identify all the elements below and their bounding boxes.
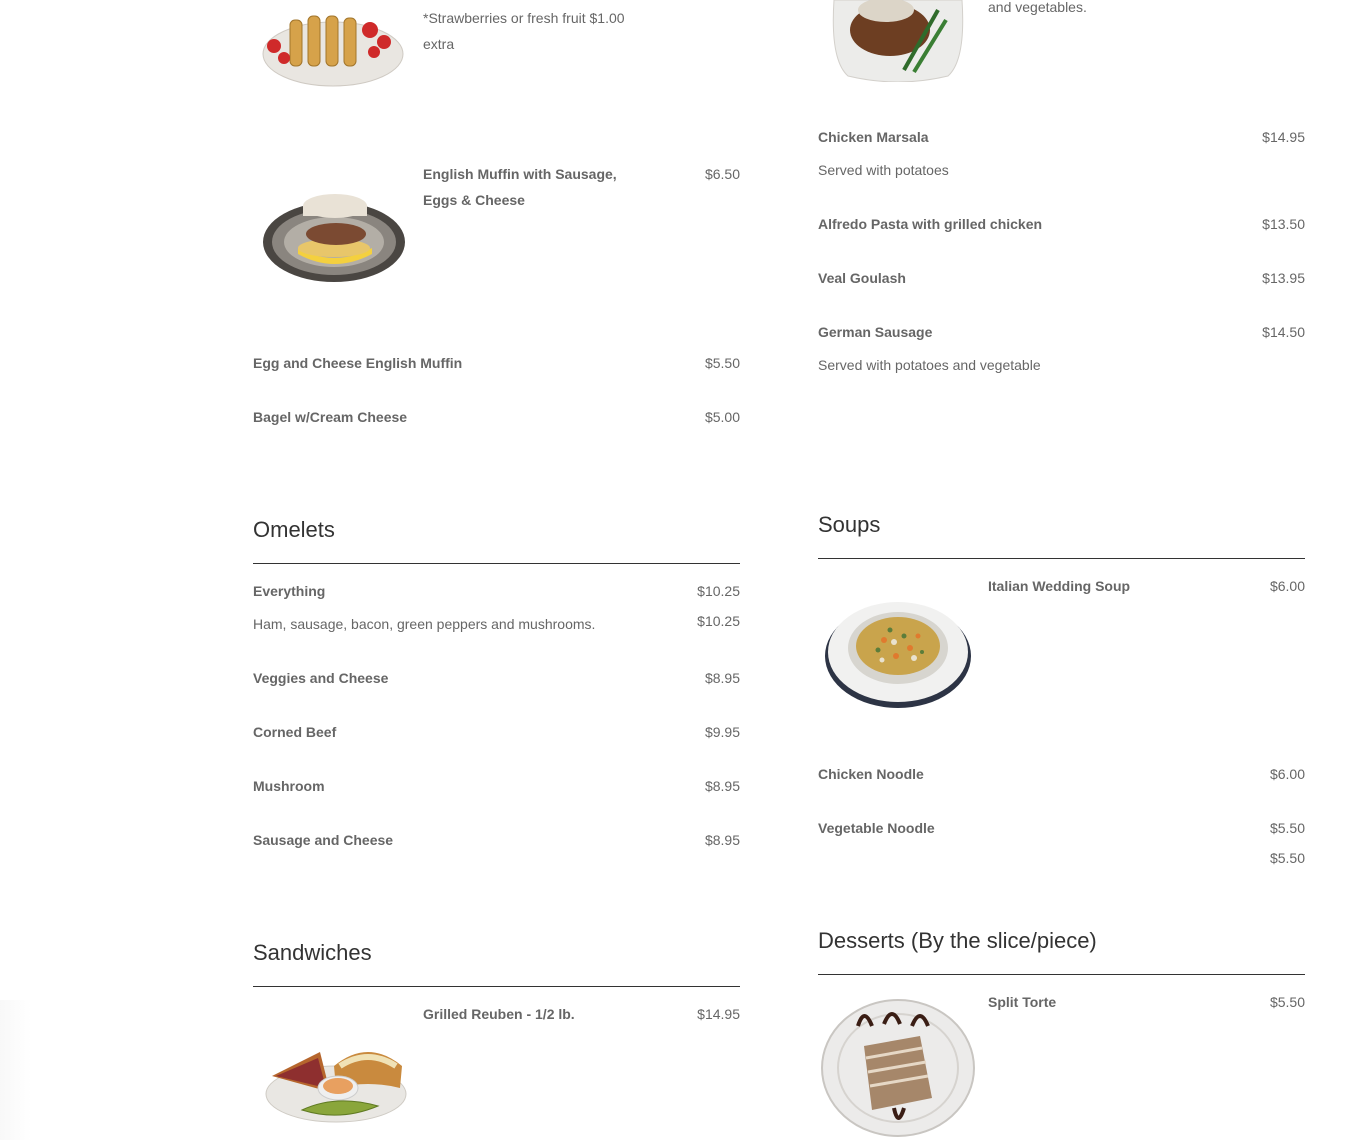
omelet-everything-desc: Ham, sausage, bacon, green peppers and mushrooms. bbox=[253, 616, 596, 632]
sandwiches-heading: Sandwiches bbox=[253, 940, 372, 965]
omelet-everything-price: $10.25 bbox=[697, 583, 740, 599]
omelet-mushroom-name: Mushroom bbox=[253, 778, 325, 794]
vegetable-noodle-name: Vegetable Noodle bbox=[818, 820, 935, 836]
sausage-muffin-image bbox=[262, 190, 406, 286]
omelet-sausage-cheese-name: Sausage and Cheese bbox=[253, 832, 394, 848]
omelet-veggies-name: Veggies and Cheese bbox=[253, 670, 389, 686]
crepes-extra-note: *Strawberries or fresh fruit $1.00 extra bbox=[423, 10, 625, 52]
german-sausage-name: German Sausage bbox=[818, 324, 933, 340]
omelet-corned-beef-name: Corned Beef bbox=[253, 724, 337, 740]
chicken-noodle-price: $6.00 bbox=[1269, 766, 1305, 782]
omelet-veggies-price: $8.95 bbox=[704, 670, 740, 686]
omelet-corned-beef-price: $9.95 bbox=[704, 724, 740, 740]
split-torte-price: $5.50 bbox=[1269, 994, 1305, 1010]
chicken-marsala-name: Chicken Marsala bbox=[818, 129, 929, 145]
muffin-sausage-price: $6.50 bbox=[704, 166, 740, 182]
split-torte-name: Split Torte bbox=[988, 994, 1057, 1010]
soup-bowl-image bbox=[824, 588, 972, 712]
chicken-cutlet-plate-image bbox=[830, 0, 966, 82]
italian-wedding-soup-name: Italian Wedding Soup bbox=[988, 578, 1131, 594]
left-edge-shadow bbox=[0, 1000, 32, 1140]
torte-slice-image bbox=[820, 996, 976, 1138]
alfredo-pasta-name: Alfredo Pasta with grilled chicken bbox=[818, 216, 1043, 232]
chicken-noodle-name: Chicken Noodle bbox=[818, 766, 924, 782]
omelets-divider bbox=[253, 563, 740, 564]
alfredo-pasta-price: $13.50 bbox=[1262, 216, 1305, 232]
desserts-divider bbox=[818, 974, 1305, 975]
soups-divider bbox=[818, 558, 1305, 559]
omelet-everything-price-alt: $10.25 bbox=[697, 613, 740, 629]
egg-cheese-muffin-price: $5.50 bbox=[704, 355, 740, 371]
vegetable-noodle-price: $5.50 bbox=[1269, 820, 1305, 836]
veal-goulash-price: $13.95 bbox=[1262, 270, 1305, 286]
omelets-heading: Omelets bbox=[253, 517, 335, 542]
entree-top-desc: and vegetables. bbox=[988, 0, 1087, 15]
sandwiches-divider bbox=[253, 986, 740, 987]
omelet-mushroom-price: $8.95 bbox=[704, 778, 740, 794]
grilled-reuben-price: $14.95 bbox=[697, 1006, 740, 1022]
bagel-name: Bagel w/Cream Cheese bbox=[253, 409, 408, 425]
bagel-price: $5.00 bbox=[704, 409, 740, 425]
chicken-marsala-desc: Served with potatoes bbox=[818, 162, 949, 178]
chicken-marsala-price: $14.95 bbox=[1262, 129, 1305, 145]
veal-goulash-name: Veal Goulash bbox=[818, 270, 906, 286]
muffin-sausage-name: English Muffin with Sausage, Eggs & Cheese bbox=[423, 166, 617, 208]
soups-heading: Soups bbox=[818, 512, 881, 537]
italian-wedding-soup-price: $6.00 bbox=[1269, 578, 1305, 594]
egg-cheese-muffin-name: Egg and Cheese English Muffin bbox=[253, 355, 463, 371]
omelet-everything-name: Everything bbox=[253, 583, 326, 599]
crepes-plate-image bbox=[262, 0, 404, 92]
german-sausage-price: $14.50 bbox=[1262, 324, 1305, 340]
grilled-reuben-name: Grilled Reuben - 1/2 lb. bbox=[423, 1006, 575, 1022]
german-sausage-desc: Served with potatoes and vegetable bbox=[818, 357, 1041, 373]
reuben-sandwich-image bbox=[264, 1036, 408, 1124]
desserts-heading: Desserts (By the slice/piece) bbox=[818, 928, 1097, 953]
vegetable-noodle-price-alt: $5.50 bbox=[1269, 850, 1305, 866]
omelet-sausage-cheese-price: $8.95 bbox=[704, 832, 740, 848]
